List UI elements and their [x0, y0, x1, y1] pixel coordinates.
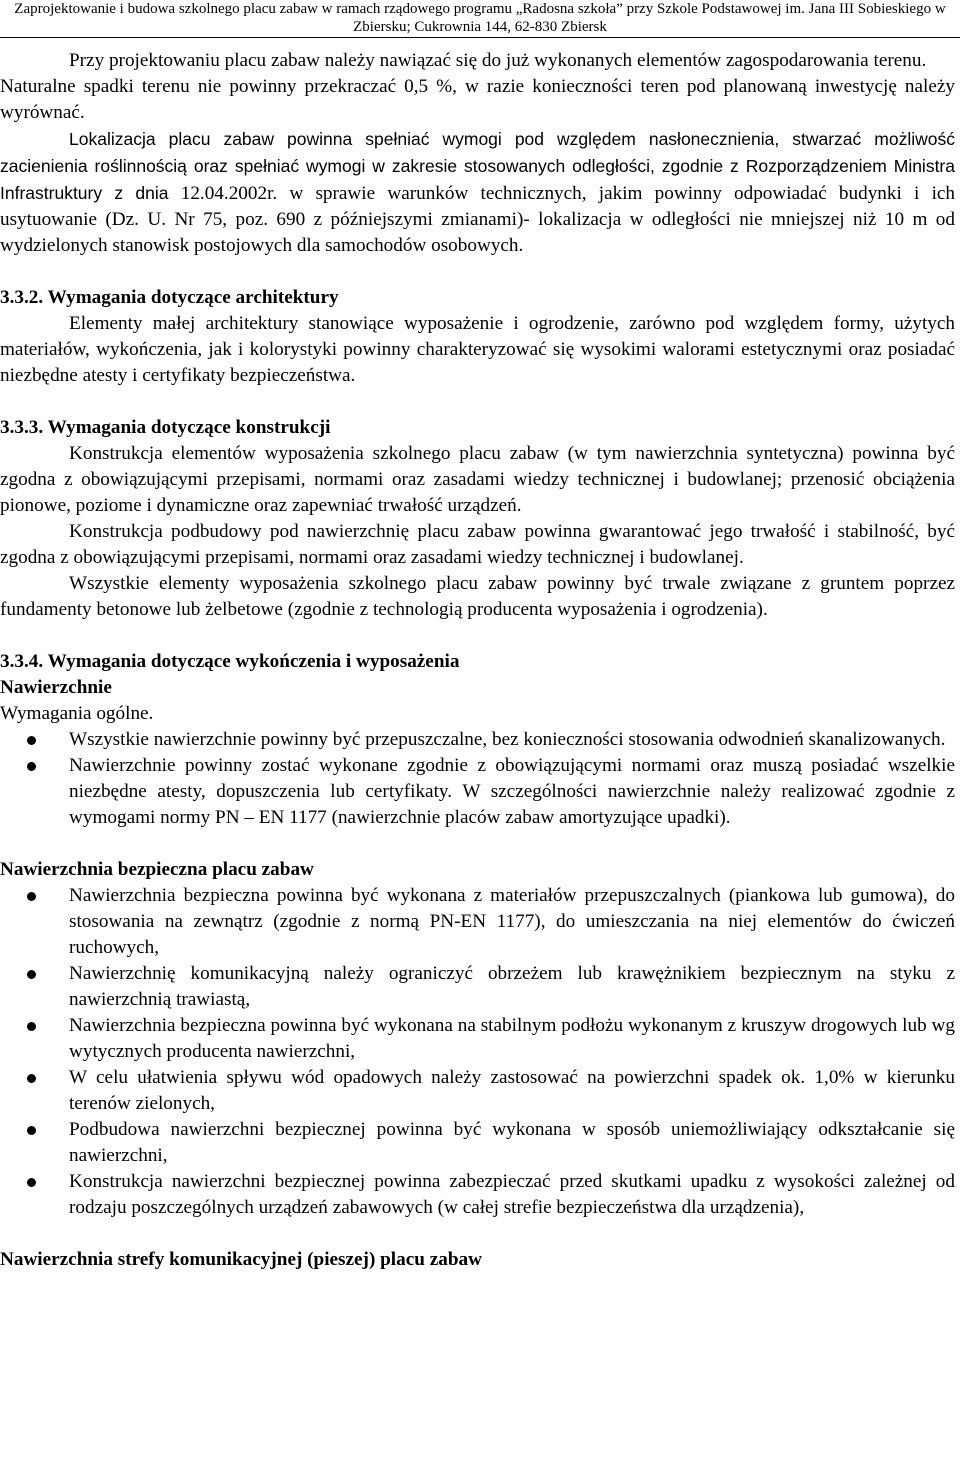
subsection-nawierzchnia-bezpieczna-title: Nawierzchnia bezpieczna placu zabaw [0, 859, 314, 880]
header-line-1: Zaprojektowanie i budowa szkolnego placu zabaw w ramach rządowego programu „Radosna szkoła” przy Szkole Podstawowej im. Jana III Sobieskiego w [14, 1, 946, 17]
intro-paragraph-2: Naturalne spadki terenu nie powinny przekraczać 0,5 %, w razie konieczności teren pod planowaną inwestycję należy wyrównać. [0, 76, 955, 123]
list-item-text: Nawierzchnię komunikacyjną należy ograniczyć obrzeżem lub krawężnikiem bezpiecznym na styku z nawierzchnią trawiastą, [69, 963, 955, 1010]
list-item-text: Nawierzchnia bezpieczna powinna być wykonana na stabilnym podłożu wykonanym z kruszyw drogowych lub wg wytycznych producenta nawierzchni, [69, 1015, 955, 1062]
bullet-icon [27, 970, 36, 979]
subsection-nawierzchnie-intro: Wymagania ogólne. [0, 703, 154, 724]
bullet-icon [27, 1126, 36, 1135]
list-item [0, 727, 955, 753]
list-item-text: Podbudowa nawierzchni bezpiecznej powinna być wykonana w sposób uniemożliwiający odkształcanie się nawierzchni, [69, 1119, 955, 1166]
bullet-icon [27, 1178, 36, 1187]
intro-paragraph-3 [0, 126, 955, 259]
list-item [0, 1117, 955, 1169]
nawierzchnia-bezpieczna-bullet-list [0, 883, 955, 1221]
list-item [0, 883, 955, 961]
page-header [0, 0, 960, 38]
list-item [0, 1169, 955, 1221]
bullet-icon [27, 736, 36, 745]
list-item-text: Nawierzchnia bezpieczna powinna być wykonana z materiałów przepuszczalnych (piankowa lub gumowa), do stosowania na zewnątrz (zgodnie z normą PN-EN 1177), do umieszczania na niej elementów do ćwiczeń ruchowych, [69, 885, 955, 958]
list-item-text: Konstrukcja nawierzchni bezpiecznej powinna zabezpieczać przed skutkami upadku z wysokości zależnej od rodzaju poszczególnych urządzeń zabawowych (w całej strefie bezpieczeństwa dla urządzenia), [69, 1171, 955, 1218]
nawierzchnie-bullet-list [0, 727, 955, 831]
section-334-title: 3.3.4. Wymagania dotyczące wykończenia i wyposażenia [0, 651, 460, 672]
section-333-paragraph-3: Wszystkie elementy wyposażenia szkolnego placu zabaw powinny być trwale związane z gruntem poprzez fundamenty betonowe lub żelbetowe (zgodnie z technologią producenta wyposażenia i ogrodzenia). [0, 573, 955, 620]
intro-paragraph-1: Przy projektowaniu placu zabaw należy nawiązać się do już wykonanych elementów zagospodarowania terenu. [69, 50, 927, 71]
list-item-text: Nawierzchnie powinny zostać wykonane zgodnie z obowiązującymi normami oraz muszą posiadać wszelkie niezbędne atesty, dopuszczenia lub certyfikaty. W szczególności nawierzchnie należy realizować zgodnie z wymogami normy PN – EN 1177 (nawierzchnie placów zabaw amortyzujące upadki). [69, 755, 955, 828]
list-item-text: Wszystkie nawierzchnie powinny być przepuszczalne, bez konieczności stosowania odwodnień skanalizowanych. [69, 729, 946, 750]
bullet-icon [27, 1022, 36, 1031]
list-item [0, 1065, 955, 1117]
bullet-icon [27, 1074, 36, 1083]
section-332-title: 3.3.2. Wymagania dotyczące architektury [0, 287, 339, 308]
intro-paragraph-3-part-b: 12.04.2002r. w sprawie warunków technicznych, jakim powinny odpowiadać budynki i ich usytuowanie (Dz. U. Nr 75, poz. 690 z późniejszymi zmianami)- lokalizacja w odległości nie mniejszej niż 10 m od wydzielonych stanowisk postojowych dla samochodów osobowych. [0, 183, 956, 256]
list-item [0, 753, 955, 831]
list-item-text: W celu ułatwienia spływu wód opadowych należy zastosować na powierzchni spadek ok. 1,0% w kierunku terenów zielonych, [69, 1067, 955, 1114]
section-333-paragraph-1: Konstrukcja elementów wyposażenia szkolnego placu zabaw (w tym nawierzchnia syntetyczna) powinna być zgodna z obowiązującymi przepisami, normami oraz zasadami wiedzy technicznej i budowlanej; przenosić obciążenia pionowe, poziome i dynamiczne oraz zapewniać trwałość urządzeń. [0, 443, 955, 516]
document-body [0, 48, 955, 1273]
intro-paragraph-3-part-a: Lokalizacja placu zabaw powinna spełniać wymogi pod względem nasłonecznienia, stwarzać możliwość zacienienia roślinnością oraz spełniać wymogi w zakresie stosowanych odległości, zgodnie z Rozporządzeniem Ministra Infrastruktury z dnia [0, 129, 955, 203]
section-332-paragraph: Elementy małej architektury stanowiące wyposażenie i ogrodzenie, zarówno pod względem formy, użytych materiałów, wykończenia, jak i kolorystyki powinny charakteryzować się wysokimi walorami estetycznymi oraz posiadać niezbędne atesty i certyfikaty bezpieczeństwa. [0, 313, 955, 386]
list-item [0, 961, 955, 1013]
section-333-paragraph-2: Konstrukcja podbudowy pod nawierzchnię placu zabaw powinna gwarantować jego trwałość i stabilność, być zgodna z obowiązującymi przepisami, normami oraz zasadami wiedzy technicznej i budowlanej. [0, 521, 955, 568]
section-333-title: 3.3.3. Wymagania dotyczące konstrukcji [0, 417, 331, 438]
list-item [0, 1013, 955, 1065]
subsection-nawierzchnie-title: Nawierzchnie [0, 677, 112, 698]
bullet-icon [27, 762, 36, 771]
header-line-2: Zbiersku; Cukrownia 144, 62-830 Zbiersk [353, 19, 607, 35]
bullet-icon [27, 892, 36, 901]
subsection-strefa-komunikacyjna-title: Nawierzchnia strefy komunikacyjnej (pieszej) placu zabaw [0, 1249, 482, 1270]
